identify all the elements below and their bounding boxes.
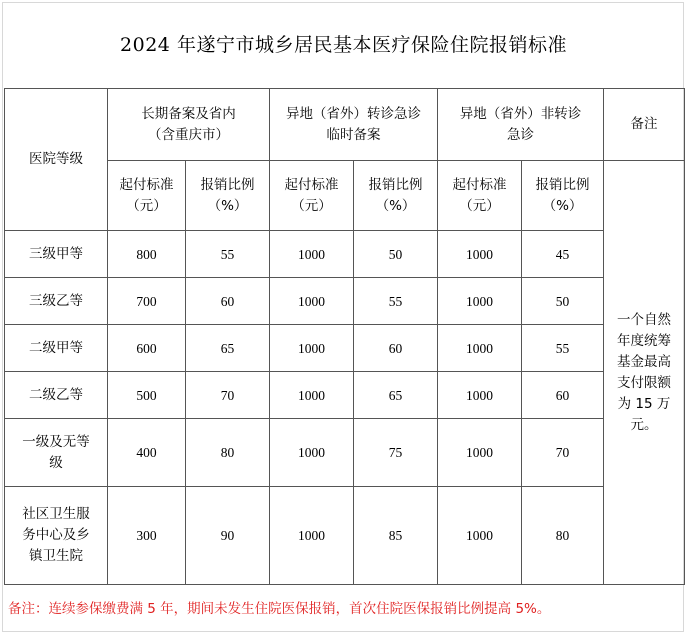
- reimburse-ratio-value: 75: [354, 419, 438, 487]
- remark-line: 基金最高: [617, 353, 671, 370]
- reimburse-ratio-value: 80: [522, 487, 604, 585]
- start-standard-value: 1000: [270, 231, 354, 278]
- subheader-start-standard: 起付标准 （元）: [270, 161, 354, 231]
- table-row: [5, 231, 685, 278]
- start-standard-value: 1000: [270, 372, 354, 419]
- reimburse-ratio-value: 50: [522, 278, 604, 325]
- reimburse-ratio-value: 70: [522, 419, 604, 487]
- hospital-level-cell: 二级乙等: [5, 372, 108, 419]
- reimburse-ratio-value: 85: [354, 487, 438, 585]
- table-row: [5, 325, 685, 372]
- group-header-local: 长期备案及省内 （含重庆市）: [108, 89, 270, 161]
- remark-line: 年度统筹: [617, 332, 671, 349]
- start-standard-value: 1000: [438, 419, 522, 487]
- reimburse-ratio-value: 90: [186, 487, 270, 585]
- start-standard-value: 1000: [438, 487, 522, 585]
- start-standard-value: 500: [108, 372, 186, 419]
- subheader-start-standard: 起付标准 （元）: [438, 161, 522, 231]
- table-row: [5, 278, 685, 325]
- start-standard-value: 1000: [438, 372, 522, 419]
- start-standard-value: 1000: [438, 278, 522, 325]
- reimburse-ratio-value: 55: [186, 231, 270, 278]
- table-row: [5, 419, 685, 487]
- hospital-level-cell: 二级甲等: [5, 325, 108, 372]
- reimburse-ratio-value: 60: [354, 325, 438, 372]
- hospital-level-cell: 三级甲等: [5, 231, 108, 278]
- reimburse-ratio-value: 45: [522, 231, 604, 278]
- reimburse-ratio-value: 70: [186, 372, 270, 419]
- hospital-level-cell: 三级乙等: [5, 278, 108, 325]
- subheader-ratio: 报销比例 （%）: [354, 161, 438, 231]
- reimburse-ratio-value: 80: [186, 419, 270, 487]
- subheader-start-standard: 起付标准 （元）: [108, 161, 186, 231]
- start-standard-value: 1000: [270, 278, 354, 325]
- reimburse-ratio-value: 65: [186, 325, 270, 372]
- start-standard-value: 300: [108, 487, 186, 585]
- start-standard-value: 1000: [438, 325, 522, 372]
- remark-line: 支付限额: [617, 374, 671, 391]
- reimburse-ratio-value: 55: [522, 325, 604, 372]
- reimburse-ratio-value: 50: [354, 231, 438, 278]
- reimburse-ratio-value: 55: [354, 278, 438, 325]
- start-standard-value: 1000: [270, 487, 354, 585]
- start-standard-value: 700: [108, 278, 186, 325]
- table-row: [5, 487, 685, 585]
- table-row: [5, 372, 685, 419]
- page-title: 2024 年遂宁市城乡居民基本医疗保险住院报销标准: [120, 34, 567, 56]
- start-standard-value: 400: [108, 419, 186, 487]
- footer-note: 备注：连续参保缴费满 5 年，期间未发生住院医保报销，首次住院医保报销比例提高 5%。: [8, 601, 551, 617]
- remark-line: 元。: [630, 416, 658, 433]
- header-row-groups: [5, 89, 685, 161]
- hospital-level-header: 医院等级: [5, 89, 108, 231]
- start-standard-value: 600: [108, 325, 186, 372]
- group-header-non-referral: 异地（省外）非转诊 急诊: [438, 89, 604, 161]
- remark-cell: [604, 161, 685, 585]
- remark-line: 为 15 万: [617, 395, 671, 412]
- subheader-ratio: 报销比例 （%）: [522, 161, 604, 231]
- group-header-referral: 异地（省外）转诊急诊 临时备案: [270, 89, 438, 161]
- reimbursement-table: [4, 88, 685, 585]
- remark-header: 备注: [604, 89, 685, 161]
- start-standard-value: 1000: [270, 325, 354, 372]
- start-standard-value: 1000: [270, 419, 354, 487]
- reimburse-ratio-value: 60: [522, 372, 604, 419]
- subheader-ratio: 报销比例 （%）: [186, 161, 270, 231]
- hospital-level-cell: 社区卫生服 务中心及乡 镇卫生院: [5, 487, 108, 585]
- reimburse-ratio-value: 60: [186, 278, 270, 325]
- reimburse-ratio-value: 65: [354, 372, 438, 419]
- hospital-level-cell: 一级及无等 级: [5, 419, 108, 487]
- start-standard-value: 800: [108, 231, 186, 278]
- start-standard-value: 1000: [438, 231, 522, 278]
- remark-line: 一个自然: [617, 311, 671, 328]
